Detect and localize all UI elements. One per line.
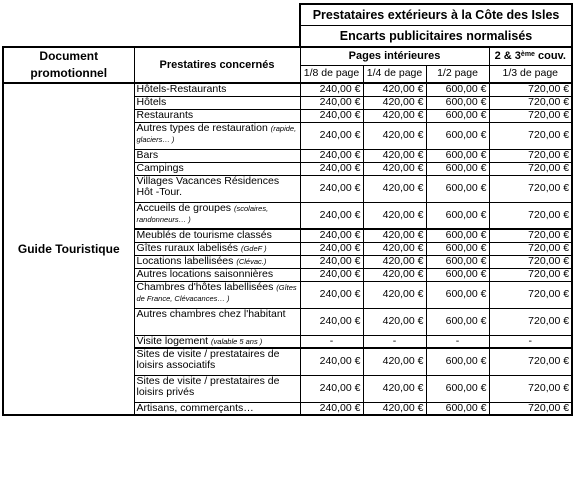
price-cell: 420,00 € bbox=[363, 96, 426, 109]
prestataire-label bbox=[134, 255, 300, 268]
price-cell: 420,00 € bbox=[363, 109, 426, 122]
price-cell: 600,00 € bbox=[426, 375, 489, 402]
prestataire-name: Hôtels bbox=[136, 96, 167, 108]
table-subtitle: Encarts publicitaires normalisés bbox=[300, 26, 572, 48]
prestataire-name: Gîtes ruraux labelisés bbox=[136, 242, 239, 254]
price-cell: 600,00 € bbox=[426, 268, 489, 281]
prestataire-note: (GdeF ) bbox=[240, 243, 267, 253]
table-title: Prestataires extérieurs à la Côte des Isles bbox=[300, 4, 572, 26]
tariff-table bbox=[2, 3, 573, 416]
prestataire-name: Autres locations saisonnières bbox=[136, 268, 274, 280]
prestataire-name: Autres chambres chez l'habitant bbox=[136, 308, 286, 320]
price-cell: 420,00 € bbox=[363, 348, 426, 375]
price-cell: 240,00 € bbox=[300, 109, 363, 122]
prestataire-label bbox=[134, 335, 300, 348]
price-cell: 420,00 € bbox=[363, 162, 426, 175]
price-cell: 420,00 € bbox=[363, 122, 426, 149]
prestataire-label bbox=[134, 308, 300, 335]
prestataire-label bbox=[134, 242, 300, 255]
price-cell: 240,00 € bbox=[300, 268, 363, 281]
prestataire-note: (valable 5 ans ) bbox=[211, 336, 263, 346]
prestataire-name: Accueils de groupes bbox=[136, 202, 232, 214]
price-cell: 420,00 € bbox=[363, 402, 426, 415]
price-cell: 420,00 € bbox=[363, 175, 426, 202]
format-1-3: 1/3 de page bbox=[489, 65, 572, 83]
prestataire-label bbox=[134, 175, 300, 202]
price-cell: 240,00 € bbox=[300, 375, 363, 402]
price-cell: - bbox=[489, 335, 572, 348]
price-cell: 240,00 € bbox=[300, 229, 363, 242]
price-cell: 600,00 € bbox=[426, 96, 489, 109]
prestataire-name: Bars bbox=[136, 149, 159, 161]
price-cell: 240,00 € bbox=[300, 83, 363, 96]
prestataire-name: Meublés de tourisme classés bbox=[136, 229, 272, 241]
prestataire-label bbox=[134, 268, 300, 281]
price-cell: 240,00 € bbox=[300, 242, 363, 255]
price-cell: 420,00 € bbox=[363, 83, 426, 96]
header-pages-interieures: Pages intérieures bbox=[300, 47, 489, 65]
price-cell: 600,00 € bbox=[426, 109, 489, 122]
prestataire-name: Autres types de restauration bbox=[136, 122, 268, 134]
price-cell: 720,00 € bbox=[489, 149, 572, 162]
price-cell: 240,00 € bbox=[300, 96, 363, 109]
prestataire-name: Restaurants bbox=[136, 109, 194, 121]
prestataire-name: Sites de visite / prestataires de loisirs privés bbox=[136, 375, 280, 398]
price-cell: - bbox=[300, 335, 363, 348]
price-cell: - bbox=[363, 335, 426, 348]
price-cell: 600,00 € bbox=[426, 242, 489, 255]
price-cell: 420,00 € bbox=[363, 229, 426, 242]
price-cell: 600,00 € bbox=[426, 83, 489, 96]
price-cell: 720,00 € bbox=[489, 281, 572, 308]
price-cell: 720,00 € bbox=[489, 308, 572, 335]
format-1-8: 1/8 de page bbox=[300, 65, 363, 83]
prestataire-label bbox=[134, 202, 300, 229]
price-cell: 240,00 € bbox=[300, 308, 363, 335]
prestataire-label bbox=[134, 83, 300, 96]
prestataire-label bbox=[134, 122, 300, 149]
price-cell: 600,00 € bbox=[426, 229, 489, 242]
price-cell: 240,00 € bbox=[300, 162, 363, 175]
price-cell: 420,00 € bbox=[363, 202, 426, 229]
price-cell: 600,00 € bbox=[426, 162, 489, 175]
prestataire-label bbox=[134, 402, 300, 415]
price-cell: 240,00 € bbox=[300, 402, 363, 415]
header-prestataires: Prestatires concernés bbox=[134, 47, 300, 83]
price-cell: 420,00 € bbox=[363, 375, 426, 402]
price-cell: 240,00 € bbox=[300, 149, 363, 162]
price-cell: 600,00 € bbox=[426, 122, 489, 149]
prestataire-label bbox=[134, 229, 300, 242]
price-cell: 240,00 € bbox=[300, 202, 363, 229]
price-cell: 240,00 € bbox=[300, 175, 363, 202]
price-cell: 600,00 € bbox=[426, 175, 489, 202]
prestataire-name: Visite logement bbox=[136, 335, 209, 347]
price-cell: 720,00 € bbox=[489, 109, 572, 122]
price-cell: 420,00 € bbox=[363, 281, 426, 308]
price-cell: 600,00 € bbox=[426, 402, 489, 415]
prestataire-label bbox=[134, 348, 300, 375]
price-cell: 600,00 € bbox=[426, 202, 489, 229]
price-cell: 240,00 € bbox=[300, 255, 363, 268]
prestataire-label bbox=[134, 162, 300, 175]
price-cell: 600,00 € bbox=[426, 149, 489, 162]
prestataire-label bbox=[134, 149, 300, 162]
price-cell: 600,00 € bbox=[426, 281, 489, 308]
price-cell: 420,00 € bbox=[363, 255, 426, 268]
price-cell: 420,00 € bbox=[363, 149, 426, 162]
price-cell: 720,00 € bbox=[489, 348, 572, 375]
price-cell: 720,00 € bbox=[489, 402, 572, 415]
price-cell: 720,00 € bbox=[489, 375, 572, 402]
prestataire-name: Chambres d'hôtes labellisées bbox=[136, 281, 274, 293]
price-cell: 720,00 € bbox=[489, 162, 572, 175]
price-cell: 240,00 € bbox=[300, 122, 363, 149]
prestataire-note: (rapide, glaciers… ) bbox=[136, 123, 297, 144]
prestataire-name: Campings bbox=[136, 162, 184, 174]
price-cell: - bbox=[426, 335, 489, 348]
document-label: Guide Touristique bbox=[3, 83, 134, 415]
header-document: Document promotionnel bbox=[3, 47, 134, 83]
price-cell: 720,00 € bbox=[489, 242, 572, 255]
price-cell: 600,00 € bbox=[426, 348, 489, 375]
price-cell: 420,00 € bbox=[363, 242, 426, 255]
price-cell: 600,00 € bbox=[426, 308, 489, 335]
price-cell: 720,00 € bbox=[489, 229, 572, 242]
price-cell: 720,00 € bbox=[489, 83, 572, 96]
price-cell: 420,00 € bbox=[363, 308, 426, 335]
subtitle-row bbox=[3, 26, 572, 48]
prestataire-note: (Gîtes de France, Clévacances… ) bbox=[136, 282, 297, 303]
header-couverture: 2 & 3ème couv. bbox=[489, 47, 572, 65]
price-cell: 240,00 € bbox=[300, 281, 363, 308]
prestataire-note: (Clévac.) bbox=[236, 256, 267, 266]
prestataire-label bbox=[134, 96, 300, 109]
title-row bbox=[3, 4, 572, 26]
format-1-2: 1/2 page bbox=[426, 65, 489, 83]
price-cell: 720,00 € bbox=[489, 255, 572, 268]
price-cell: 720,00 € bbox=[489, 122, 572, 149]
prestataire-note: (scolaires, randonneurs… ) bbox=[136, 203, 269, 224]
price-cell: 600,00 € bbox=[426, 255, 489, 268]
price-cell: 420,00 € bbox=[363, 268, 426, 281]
prestataire-name: Artisans, commerçants… bbox=[136, 402, 254, 414]
format-1-4: 1/4 de page bbox=[363, 65, 426, 83]
price-cell: 720,00 € bbox=[489, 96, 572, 109]
prestataire-label bbox=[134, 281, 300, 308]
price-cell: 720,00 € bbox=[489, 175, 572, 202]
table-body bbox=[3, 83, 572, 415]
price-cell: 720,00 € bbox=[489, 268, 572, 281]
table-row bbox=[3, 83, 572, 96]
column-header-row bbox=[3, 47, 572, 65]
prestataire-name: Locations labellisées bbox=[136, 255, 234, 267]
price-cell: 720,00 € bbox=[489, 202, 572, 229]
prestataire-label bbox=[134, 109, 300, 122]
prestataire-name: Sites de visite / prestataires de loisirs associatifs bbox=[136, 348, 280, 371]
price-cell: 240,00 € bbox=[300, 348, 363, 375]
prestataire-name: Hôtels-Restaurants bbox=[136, 83, 227, 95]
prestataire-name: Villages Vacances Résidences Hôt -Tour. bbox=[136, 175, 280, 198]
prestataire-label bbox=[134, 375, 300, 402]
